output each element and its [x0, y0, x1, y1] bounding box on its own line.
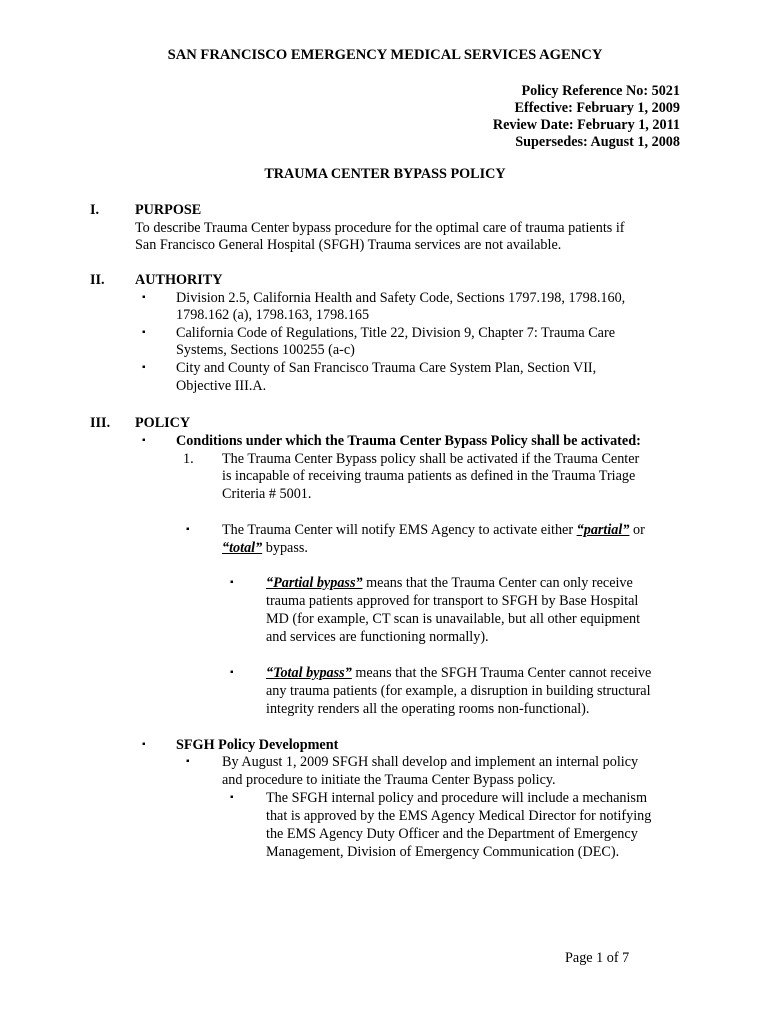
mechanism-text-line: the EMS Agency Duty Officer and the Department of Emergency	[266, 826, 638, 842]
condition-text-line: is incapable of receiving trauma patients as defined in the Trauma Triage	[222, 468, 636, 484]
partial-bypass-line: and services are functioning normally).	[266, 629, 489, 645]
section-number: III.	[90, 415, 111, 431]
bullet-icon: ▪	[186, 524, 190, 535]
partial-bypass-text: means that the Trauma Center can only receive	[362, 575, 633, 591]
sfgh-development-heading: SFGH Policy Development	[176, 737, 339, 753]
list-number: 1.	[183, 451, 194, 467]
policy-reference: Policy Reference No: 5021	[521, 83, 680, 99]
mechanism-text-line: that is approved by the EMS Agency Medical Director for notifying	[266, 808, 652, 824]
authority-item-line: 1798.162 (a), 1798.163, 1798.165	[176, 307, 370, 323]
condition-text-line: Criteria # 5001.	[222, 486, 312, 502]
section-heading-authority: AUTHORITY	[135, 272, 223, 288]
notify-text-line	[222, 521, 645, 539]
authority-item-line: Systems, Sections 100255 (a-c)	[176, 342, 355, 358]
section-heading-purpose: PURPOSE	[135, 202, 202, 218]
total-term: “total”	[222, 540, 263, 556]
total-bypass-line	[266, 664, 651, 682]
condition-text-line: The Trauma Center Bypass policy shall be activated if the Trauma Center	[222, 451, 640, 467]
authority-item-line: California Code of Regulations, Title 22, Division 9, Chapter 7: Trauma Care	[176, 325, 615, 341]
conditions-heading: Conditions under which the Trauma Center Bypass Policy shall be activated:	[176, 433, 641, 449]
bullet-icon: ▪	[230, 667, 234, 678]
notify-text-line	[222, 539, 308, 557]
total-bypass-line: any trauma patients (for example, a disruption in building structural	[266, 683, 651, 699]
bullet-icon: ▪	[230, 792, 234, 803]
bullet-icon: ▪	[142, 362, 146, 373]
agency-title: SAN FRANCISCO EMERGENCY MEDICAL SERVICES AGENCY	[167, 47, 603, 63]
mechanism-text-line: The SFGH internal policy and procedure will include a mechanism	[266, 790, 647, 806]
authority-item-line: Objective III.A.	[176, 378, 267, 394]
bullet-icon: ▪	[142, 739, 146, 750]
total-bypass-term: “Total bypass”	[266, 665, 352, 681]
section-heading-policy: POLICY	[135, 415, 191, 431]
notify-text: The Trauma Center will notify EMS Agency to activate either	[222, 522, 577, 538]
bullet-icon: ▪	[230, 577, 234, 588]
total-bypass-line: integrity renders all the operating rooms non-functional).	[266, 701, 590, 717]
partial-bypass-line	[266, 574, 633, 592]
partial-term: “partial”	[576, 522, 630, 538]
notify-or: or	[629, 522, 645, 538]
page-number: Page 1 of 7	[565, 950, 630, 966]
purpose-text-line: To describe Trauma Center bypass procedure for the optimal care of trauma patients if	[135, 220, 625, 236]
notify-post: bypass.	[262, 540, 308, 556]
partial-bypass-line: MD (for example, CT scan is unavailable, but all other equipment	[266, 611, 641, 627]
supersedes-date: Supersedes: August 1, 2008	[515, 134, 680, 150]
partial-bypass-term: “Partial bypass”	[266, 575, 363, 591]
authority-item-line: Division 2.5, California Health and Safety Code, Sections 1797.198, 1798.160,	[176, 290, 626, 306]
document-title: TRAUMA CENTER BYPASS POLICY	[264, 166, 506, 182]
effective-date: Effective: February 1, 2009	[514, 100, 680, 116]
authority-item-line: City and County of San Francisco Trauma Care System Plan, Section VII,	[176, 360, 597, 376]
bullet-icon: ▪	[142, 435, 146, 446]
total-bypass-text: means that the SFGH Trauma Center cannot receive	[351, 665, 652, 681]
bullet-icon: ▪	[186, 756, 190, 767]
development-text-line: By August 1, 2009 SFGH shall develop and implement an internal policy	[222, 754, 639, 770]
section-number: I.	[90, 202, 100, 218]
review-date: Review Date: February 1, 2011	[492, 117, 680, 133]
purpose-text-line: San Francisco General Hospital (SFGH) Trauma services are not available.	[135, 237, 562, 253]
bullet-icon: ▪	[142, 327, 146, 338]
development-text-line: and procedure to initiate the Trauma Center Bypass policy.	[222, 772, 556, 788]
section-number: II.	[90, 272, 105, 288]
partial-bypass-line: trauma patients approved for transport to SFGH by Base Hospital	[266, 593, 639, 609]
bullet-icon: ▪	[142, 292, 146, 303]
mechanism-text-line: Management, Division of Emergency Communication (DEC).	[266, 844, 620, 860]
